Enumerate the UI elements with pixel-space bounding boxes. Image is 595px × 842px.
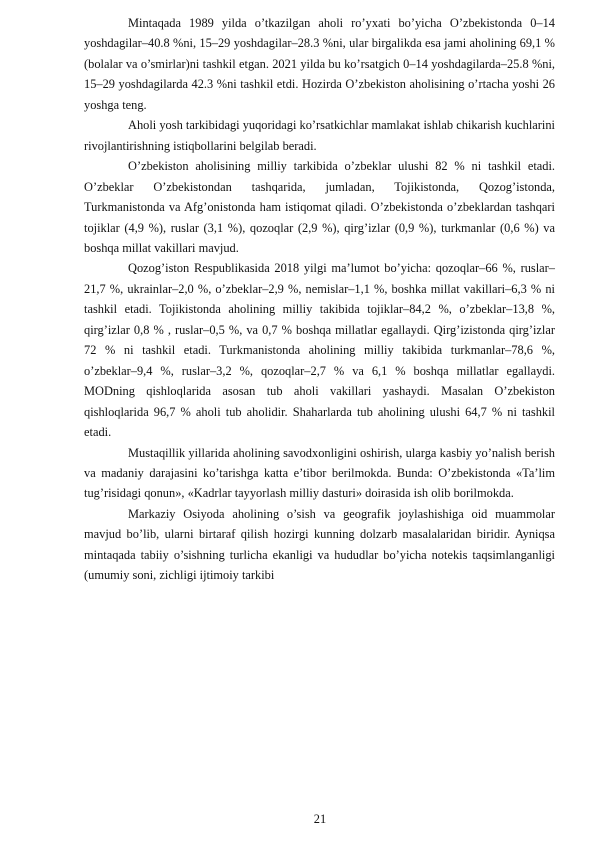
page-number: 21 — [313, 812, 327, 826]
paragraph-3: O’zbekiston aholisining milliy tarkibida o’zbeklar ulushi 82 % ni tashkil etadi. O’zbeklar O’zbekistondan tashqarida, jumladan, Tojikistonda, Qozog’istonda, Turkmanistonda va Afg’onistonda ham istiqomat qiladi. O’zbekistonda o’zbeklardan tashqari tojiklar (4,9 %), ruslar (3,1 %), qozoqlar (2,9 %), qirg’izlar (0,9 %), turkmanlar (0,6 %) va boshqa millat vakillari mavjud. — [84, 159, 555, 255]
paragraph-1: Mintaqada 1989 yilda o’tkazilgan aholi ro’yxati bo’yicha O’zbekistonda 0–14 yoshdagilar–40.8 %ni, 15–29 yoshdagilar–28.3 %ni, ular birgalikda esa jami aholining 69,1 % (bolalar va o’smirlar)ni tashkil etgan. 2021 yilda bu ko’rsatgich 0–14 yoshdagilarda–25.8 %ni, 15–29 yoshdagilarda 42.3 %ni tashkil etdi. Hozirda O’zbekiston aholisining o’rtacha yoshi 26 yoshga teng. — [84, 16, 555, 112]
page-body — [84, 13, 555, 586]
paragraph-4: Qozog’iston Respublikasida 2018 yilgi ma’lumot bo’yicha: qozoqlar–66 %, ruslar–21,7 %, ukrainlar–2,0 %, o’zbeklar–2,9 %, nemislar–1,1 %, boshka millat vakillari–6,3 % ni tashkil etadi. Tojikistonda aholining milliy takibida tojiklar–84,2 %, o’zbeklar–13,8 %, qirg’izlar 0,8 % , ruslar–0,5 %, va 0,7 % boshqa millatlar egallaydi. Qirg’izistonda qirg’izlar 72 % ni tashkil etadi. Turkmanistonda aholining milliy takibida turkmanlar–78,6 %, o’zbeklar–9,4 %, ruslar–3,2 %, qozoqlar–2,7 % va 6,1 % boshqa millatlar egallaydi. MODning qishloqlarida asosan tub aholi vakillari yashaydi. Masalan O’zbekiston qishloqlarida 96,7 % aholi tub aholidir. Shaharlarda tub aholining ulushi 64,7 % ni tashkil etadi. — [84, 261, 555, 440]
paragraph-5: Mustaqillik yillarida aholining savodxonligini oshirish, ularga kasbiy yo’nalish berish va madaniy darajasini ko’tarishga katta e’tibor berilmokda. Bunda: O’zbekistonda «Ta’lim tug’risidagi qonun», «Kadrlar tayyorlash milliy dasturi» doirasida ish olib borilmokda. — [84, 445, 555, 501]
paragraph-6: Markaziy Osiyoda aholining o’sish va geografik joylashishiga oid muammolar mavjud bo’lib, ularni birtaraf qilish hozirgi kunning dolzarb masalalaridan biridir. Ayniqsa mintaqada tabiiy o’sishning turlicha ekanligi va hududlar bo’yicha notekis taqsimlanganligi (umumiy soni, zichligi ijtimoiy tarkibi — [84, 506, 555, 583]
paragraph-2: Aholi yosh tarkibidagi yuqoridagi ko’rsatkichlar mamlakat ishlab chikarish kuchlarini rivojlantirishning istiqbollarini belgilab beradi. — [84, 118, 555, 153]
